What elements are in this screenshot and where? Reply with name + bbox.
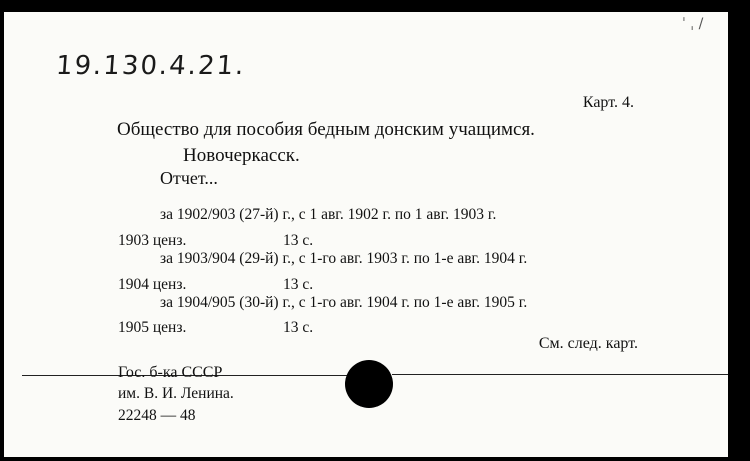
see-next-card: См. след. карт. xyxy=(538,335,638,352)
card-number: Карт. 4. xyxy=(582,94,634,111)
city: Новочеркасск. xyxy=(183,145,300,166)
page-count: 13 с. xyxy=(283,276,314,293)
library-name-cont: им. В. И. Ленина. xyxy=(118,385,234,402)
page-count: 13 с. xyxy=(283,232,314,249)
scan-border-bottom xyxy=(0,457,750,461)
scan-border-right xyxy=(728,0,750,461)
report-entry: за 1903/904 (29-й) г., с 1-го авг. 1903 г. по 1-е авг. 1904 г. xyxy=(160,250,528,267)
report-heading: Отчет... xyxy=(160,168,218,188)
censor-year: 1904 ценз. xyxy=(118,276,187,293)
punch-hole xyxy=(345,360,393,408)
library-name: Гос. б-ка СССР xyxy=(118,364,223,381)
report-entry: за 1902/903 (27-й) г., с 1 авг. 1902 г. по 1 авг. 1903 г. xyxy=(160,206,497,223)
print-code: 22248 — 48 xyxy=(118,407,196,424)
censor-year: 1905 ценз. xyxy=(118,319,187,336)
scan-border-left xyxy=(0,0,4,461)
corner-marks: ˈ ˌ / xyxy=(682,16,704,32)
handwritten-accession-number: 19.130.4.21. xyxy=(54,51,247,81)
divider-line xyxy=(392,374,728,375)
scan-border-top xyxy=(0,0,750,12)
organization-title: Общество для пособия бедным донским учащимся. xyxy=(117,119,535,140)
page-count: 13 с. xyxy=(283,319,314,336)
report-entry: за 1904/905 (30-й) г., с 1-го авг. 1904 г. по 1-е авг. 1905 г. xyxy=(160,294,528,311)
censor-year: 1903 ценз. xyxy=(118,232,187,249)
